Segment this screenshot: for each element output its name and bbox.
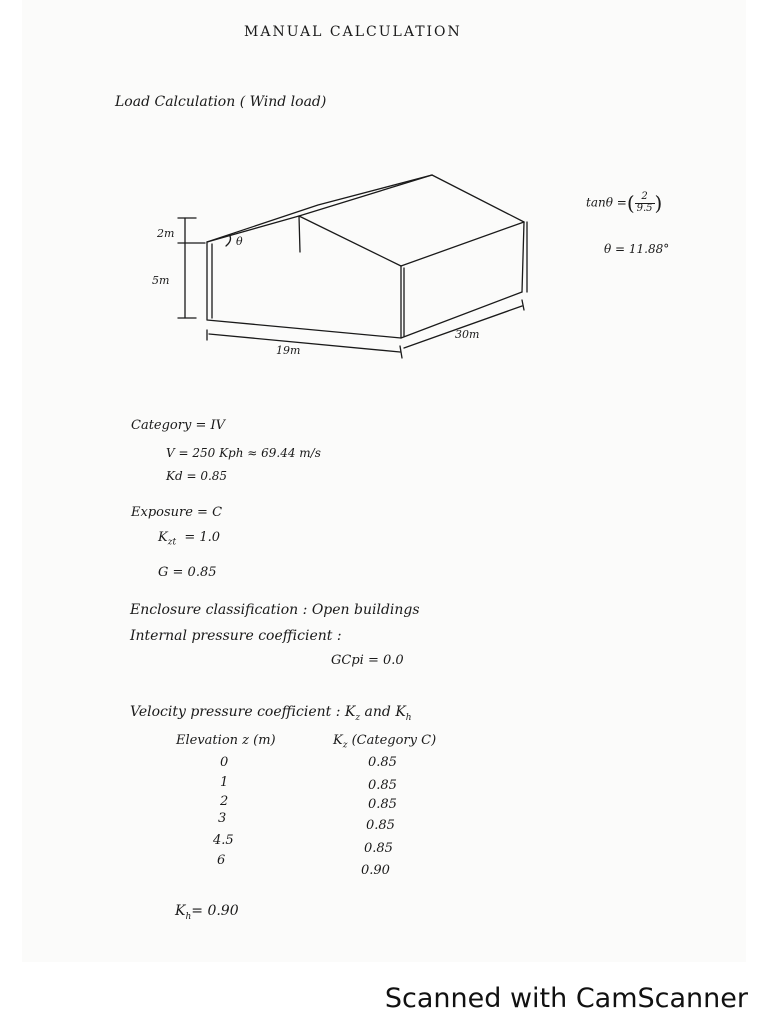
col-elevation-header: Elevation z (m)	[176, 733, 276, 748]
table-row-kz: 0.85	[366, 818, 395, 833]
table-row-kz: 0.85	[368, 778, 397, 793]
tan-fraction	[635, 192, 655, 214]
enclosure-classification: Enclosure classification : Open buildings	[130, 602, 420, 618]
kzt-value: = 1.0	[184, 530, 221, 545]
paren-open: (	[626, 191, 635, 215]
kzt-subscript: zt	[167, 537, 177, 548]
table-row-z: 0	[220, 755, 229, 770]
velocity-line: V = 250 Kph ≈ 69.44 m/s	[166, 446, 321, 460]
col-kz-rest: (Category C)	[347, 733, 437, 748]
velocity-pressure-heading	[130, 705, 412, 723]
dim-wall-height: 5m	[152, 274, 170, 287]
dim-width: 19m	[276, 344, 301, 357]
table-row-kz: 0.85	[368, 797, 397, 812]
angle-label: θ	[236, 235, 243, 248]
table-row-z: 3	[218, 811, 227, 826]
category-line: Category = IV	[131, 418, 226, 433]
kh-symbol: K	[175, 903, 186, 919]
table-row-z: 2	[220, 794, 229, 809]
kd-line: Kd = 0.85	[166, 469, 228, 483]
table-row-kz: 0.90	[361, 863, 390, 878]
table-row-z: 4.5	[213, 833, 234, 848]
vp-heading-sub-z: z	[355, 712, 361, 723]
kh-value: = 0.90	[191, 903, 239, 919]
section-title: Load Calculation ( Wind load)	[115, 94, 327, 110]
col-kz-subscript: z	[342, 740, 348, 751]
tan-theta	[586, 192, 662, 214]
table-row-kz: 0.85	[368, 755, 397, 770]
dim-length: 30m	[455, 328, 480, 341]
vp-heading-mid: and K	[360, 704, 406, 720]
scanner-watermark: Scanned with CamScanner	[384, 983, 748, 1014]
vp-heading-text: Velocity pressure coefficient : K	[130, 704, 356, 720]
gcpi-value: GCpi = 0.0	[331, 653, 404, 668]
col-kz-symbol: K	[333, 733, 343, 748]
table-row-kz: 0.85	[364, 841, 393, 856]
tan-denominator: 9.5	[636, 202, 653, 214]
tan-label: tanθ =	[586, 195, 627, 210]
kh-result	[175, 904, 239, 922]
table-row-z: 6	[217, 853, 226, 868]
internal-pressure-label: Internal pressure coefficient :	[130, 628, 342, 644]
tan-numerator: 2	[635, 192, 655, 204]
theta-result: θ = 11.88°	[604, 242, 670, 256]
page-title: MANUAL CALCULATION	[244, 24, 462, 40]
kh-subscript: h	[185, 911, 192, 922]
dim-roof-height: 2m	[157, 227, 175, 240]
kzt-symbol: K	[158, 530, 168, 545]
table-row-z: 1	[220, 775, 229, 790]
g-line: G = 0.85	[158, 565, 217, 580]
kzt-line	[158, 531, 220, 548]
col-kz-header	[333, 734, 436, 751]
paren-close: )	[654, 191, 663, 215]
exposure-line: Exposure = C	[131, 505, 223, 520]
vp-heading-sub-h: h	[405, 712, 412, 723]
